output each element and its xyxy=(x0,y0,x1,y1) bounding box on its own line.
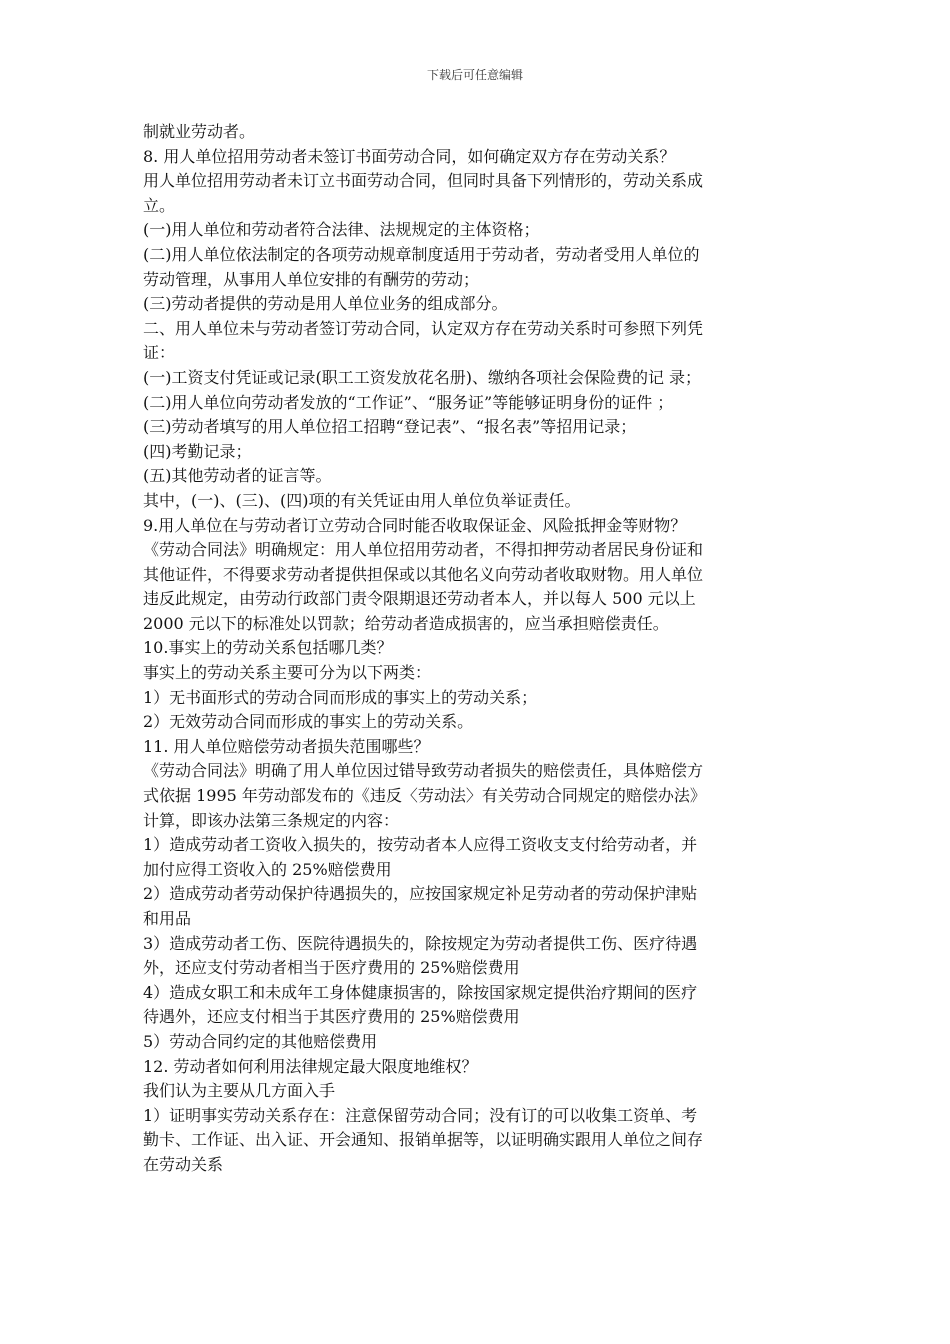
text-line: (一)工资支付凭证或记录(职工工资发放花名册)、缴纳各项社会保险费的记 录； xyxy=(143,367,702,387)
text-line: 其他证件，不得要求劳动者提供担保或以其他名义向劳动者收取财物。用人单位 xyxy=(143,564,704,584)
text-line: 10.事实上的劳动关系包括哪几类？ xyxy=(143,638,393,658)
text-line: 劳动管理，从事用人单位安排的有酬劳的劳动； xyxy=(143,269,480,289)
text-line: 勤卡、工作证、出入证、开会通知、报销单据等，以证明确实跟用人单位之间存 xyxy=(143,1130,704,1150)
text-line: (三)劳动者填写的用人单位招工招聘“登记表”、“报名表”等招用记录； xyxy=(143,417,637,437)
page-header: 下载后可任意编辑 xyxy=(426,68,523,82)
text-line: 外，还应支付劳动者相当于医疗费用的 25%赔偿费用 xyxy=(143,958,520,978)
text-line: (四)考勤记录； xyxy=(143,441,252,461)
text-line: 其中，(一)、(三)、(四)项的有关凭证由用人单位负举证责任。 xyxy=(143,490,581,510)
text-line: 二、用人单位未与劳动者签订劳动合同，认定双方存在劳动关系时可参照下列凭 xyxy=(143,318,704,338)
text-line: 我们认为主要从几方面入手 xyxy=(143,1081,336,1101)
text-line: 9.用人单位在与劳动者订立劳动合同时能否收取保证金、风险抵押金等财物？ xyxy=(143,515,687,535)
text-line: 事实上的劳动关系主要可分为以下两类： xyxy=(143,663,432,683)
text-line: 3）造成劳动者工伤、医院待遇损失的，除按规定为劳动者提供工伤、医疗待遇 xyxy=(143,933,698,953)
text-line: 加付应得工资收入的 25%赔偿费用 xyxy=(143,859,392,879)
text-line: 11. 用人单位赔偿劳动者损失范围哪些？ xyxy=(143,736,430,756)
text-line: 《劳动合同法》明确规定：用人单位招用劳动者，不得扣押劳动者居民身份证和 xyxy=(143,540,704,560)
text-line: 待遇外，还应支付相当于其医疗费用的 25%赔偿费用 xyxy=(143,1007,520,1027)
text-line: 式依据 1995 年劳动部发布的《违反〈劳动法〉有关劳动合同规定的赔偿办法》 xyxy=(143,786,706,806)
text-line: 违反此规定，由劳动行政部门责令限期退还劳动者本人，并以每人 500 元以上 xyxy=(143,589,696,609)
text-line: 1）无书面形式的劳动合同而形成的事实上的劳动关系； xyxy=(143,687,538,707)
text-line: 4）造成女职工和未成年工身体健康损害的，除按国家规定提供治疗期间的医疗 xyxy=(143,982,698,1002)
text-line: 12. 劳动者如何利用法律规定最大限度地维权？ xyxy=(143,1056,478,1076)
text-line: 计算，即该办法第三条规定的内容： xyxy=(143,810,400,830)
text-line: (三)劳动者提供的劳动是用人单位业务的组成部分。 xyxy=(143,294,508,314)
text-line: (五)其他劳动者的证言等。 xyxy=(143,466,332,486)
text-line: 2）造成劳动者劳动保护待遇损失的，应按国家规定补足劳动者的劳动保护津贴 xyxy=(143,884,698,904)
text-line: 8. 用人单位招用劳动者未签订书面劳动合同，如何确定双方存在劳动关系？ xyxy=(143,146,676,166)
text-line: 1）造成劳动者工资收入损失的，按劳动者本人应得工资收支支付给劳动者，并 xyxy=(143,835,698,855)
text-line: 在劳动关系 xyxy=(143,1154,224,1174)
text-line: (二)用人单位向劳动者发放的“工作证”、“服务证”等能够证明身份的证件 ； xyxy=(143,392,674,412)
text-line: 2000 元以下的标准处以罚款；给劳动者造成损害的，应当承担赔偿责任。 xyxy=(143,613,669,633)
text-line: 和用品 xyxy=(143,909,192,928)
text-line: 证： xyxy=(143,343,176,363)
text-line: (一)用人单位和劳动者符合法律、法规规定的主体资格； xyxy=(143,220,540,240)
text-line: 用人单位招用劳动者未订立书面劳动合同，但同时具备下列情形的，劳动关系成 xyxy=(143,171,704,191)
text-line: 立。 xyxy=(143,195,176,215)
document-body xyxy=(143,120,803,1178)
text-line: 《劳动合同法》明确了用人单位因过错导致劳动者损失的赔偿责任，具体赔偿方 xyxy=(143,761,704,781)
text-line: 5）劳动合同约定的其他赔偿费用 xyxy=(143,1031,378,1051)
text-line: 制就业劳动者。 xyxy=(143,122,256,141)
text-line: 2）无效劳动合同而形成的事实上的劳动关系。 xyxy=(143,712,474,732)
text-line: 1）证明事实劳动关系存在：注意保留劳动合同；没有订的可以收集工资单、考 xyxy=(143,1105,698,1125)
text-line: (二)用人单位依法制定的各项劳动规章制度适用于劳动者，劳动者受用人单位的 xyxy=(143,244,700,264)
